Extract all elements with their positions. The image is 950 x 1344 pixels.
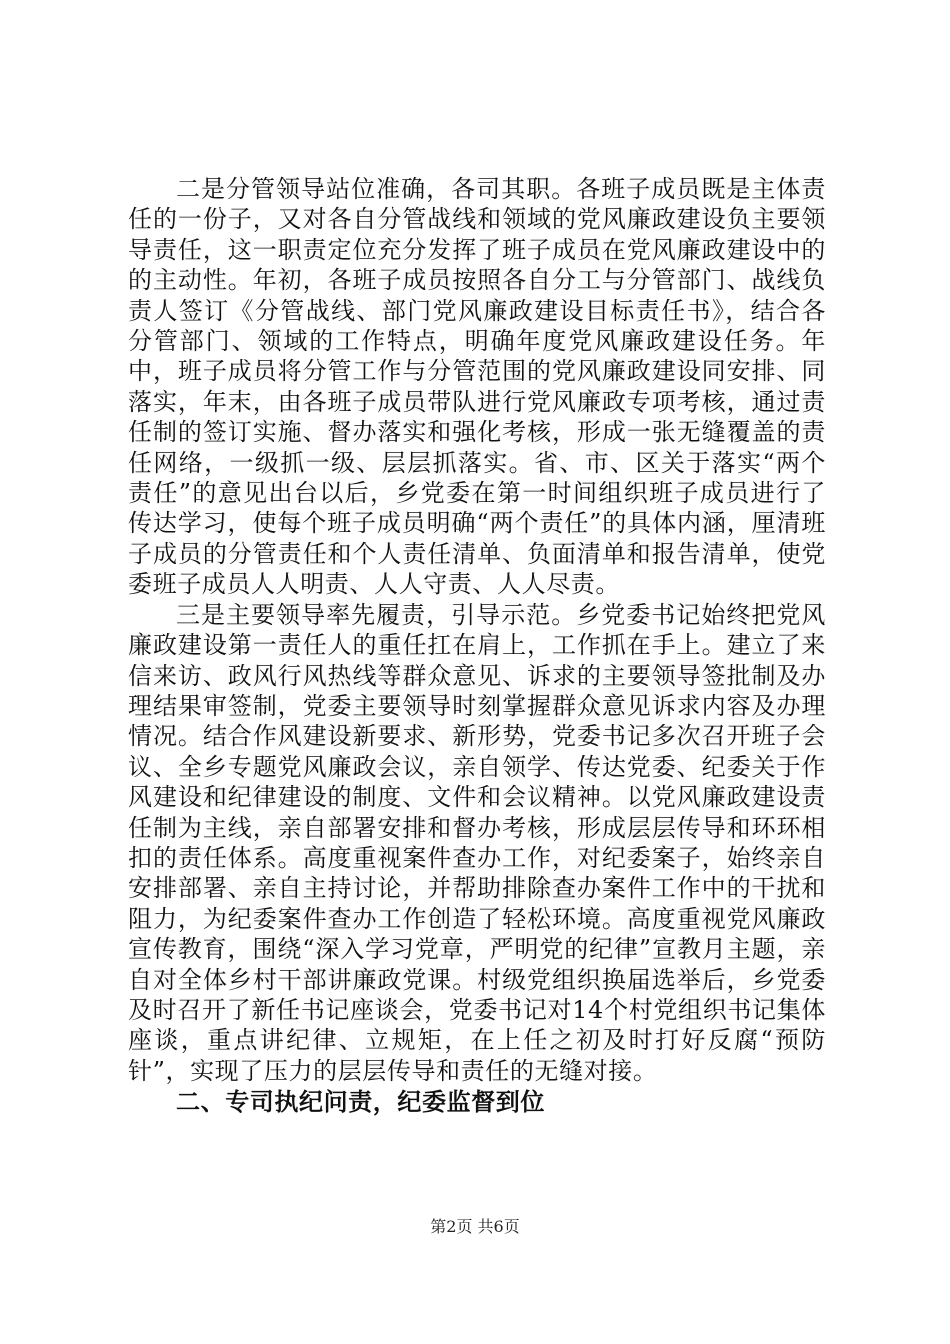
body-paragraph: 二是分管领导站位准确，各司其职。各班子成员既是主体责任的一份子，又对各自分管战线和领域的党风廉政建设负主要领导责任，这一职责定位充分发挥了班子成员在党风廉政建设中的的主动性。年初，各班子成员按照各自分工与分管部门、战线负责人签订《分管战线、部门党风廉政建设目标责任书》，结合各分管部门、领域的工作特点，明确年度党风廉政建设任务。年中，班子成员将分管工作与分管范围的党风廉政建设同安排、同落实，年末，由各班子成员带队进行党风廉政专项考核，通过责任制的签订实施、督办落实和强化考核，形成一张无缝覆盖的责任网络，一级抓一级、层层抓落实。省、市、区关于落实“两个责任”的意见出台以后，乡党委在第一时间组织班子成员进行了传达学习，使每个班子成员明确“两个责任”的具体内涵，厘清班子成员的分管责任和个人责任清单、负面清单和报告清单，使党委班子成员人人明责、人人守责、人人尽责。: [128, 175, 826, 599]
page-footer: 第2页 共6页: [430, 1217, 520, 1236]
section-heading: 二、专司执纪问责，纪委监督到位: [176, 1088, 545, 1117]
body-paragraph: 三是主要领导率先履责，引导示范。乡党委书记始终把党风廉政建设第一责任人的重任扛在肩上，工作抓在手上。建立了来信来访、政风行风热线等群众意见、诉求的主要领导签批制及办理结果审签制，党委主要领导时刻掌握群众意见诉求内容及办理情况。结合作风建设新要求、新形势，党委书记多次召开班子会议、全乡专题党风廉政会议，亲自领学、传达党委、纪委关于作风建设和纪律建设的制度、文件和会议精神。以党风廉政建设责任制为主线，亲自部署安排和督办考核，形成层层传导和环环相扣的责任体系。高度重视案件查办工作，对纪委案子，始终亲自安排部署、亲自主持讨论，并帮助排除查办案件工作中的干扰和阻力，为纪委案件查办工作创造了轻松环境。高度重视党风廉政宣传教育，围绕“深入学习党章，严明党的纪律”宣教月主题，亲自对全体乡村干部讲廉政党课。村级党组织换届选举后，乡党委及时召开了新任书记座谈会，党委书记对14个村党组织书记集体座谈，重点讲纪律、立规矩，在上任之初及时打好反腐“预防针”，实现了压力的层层传导和责任的无缝对接。: [128, 600, 826, 1085]
document-body: [128, 174, 826, 1118]
